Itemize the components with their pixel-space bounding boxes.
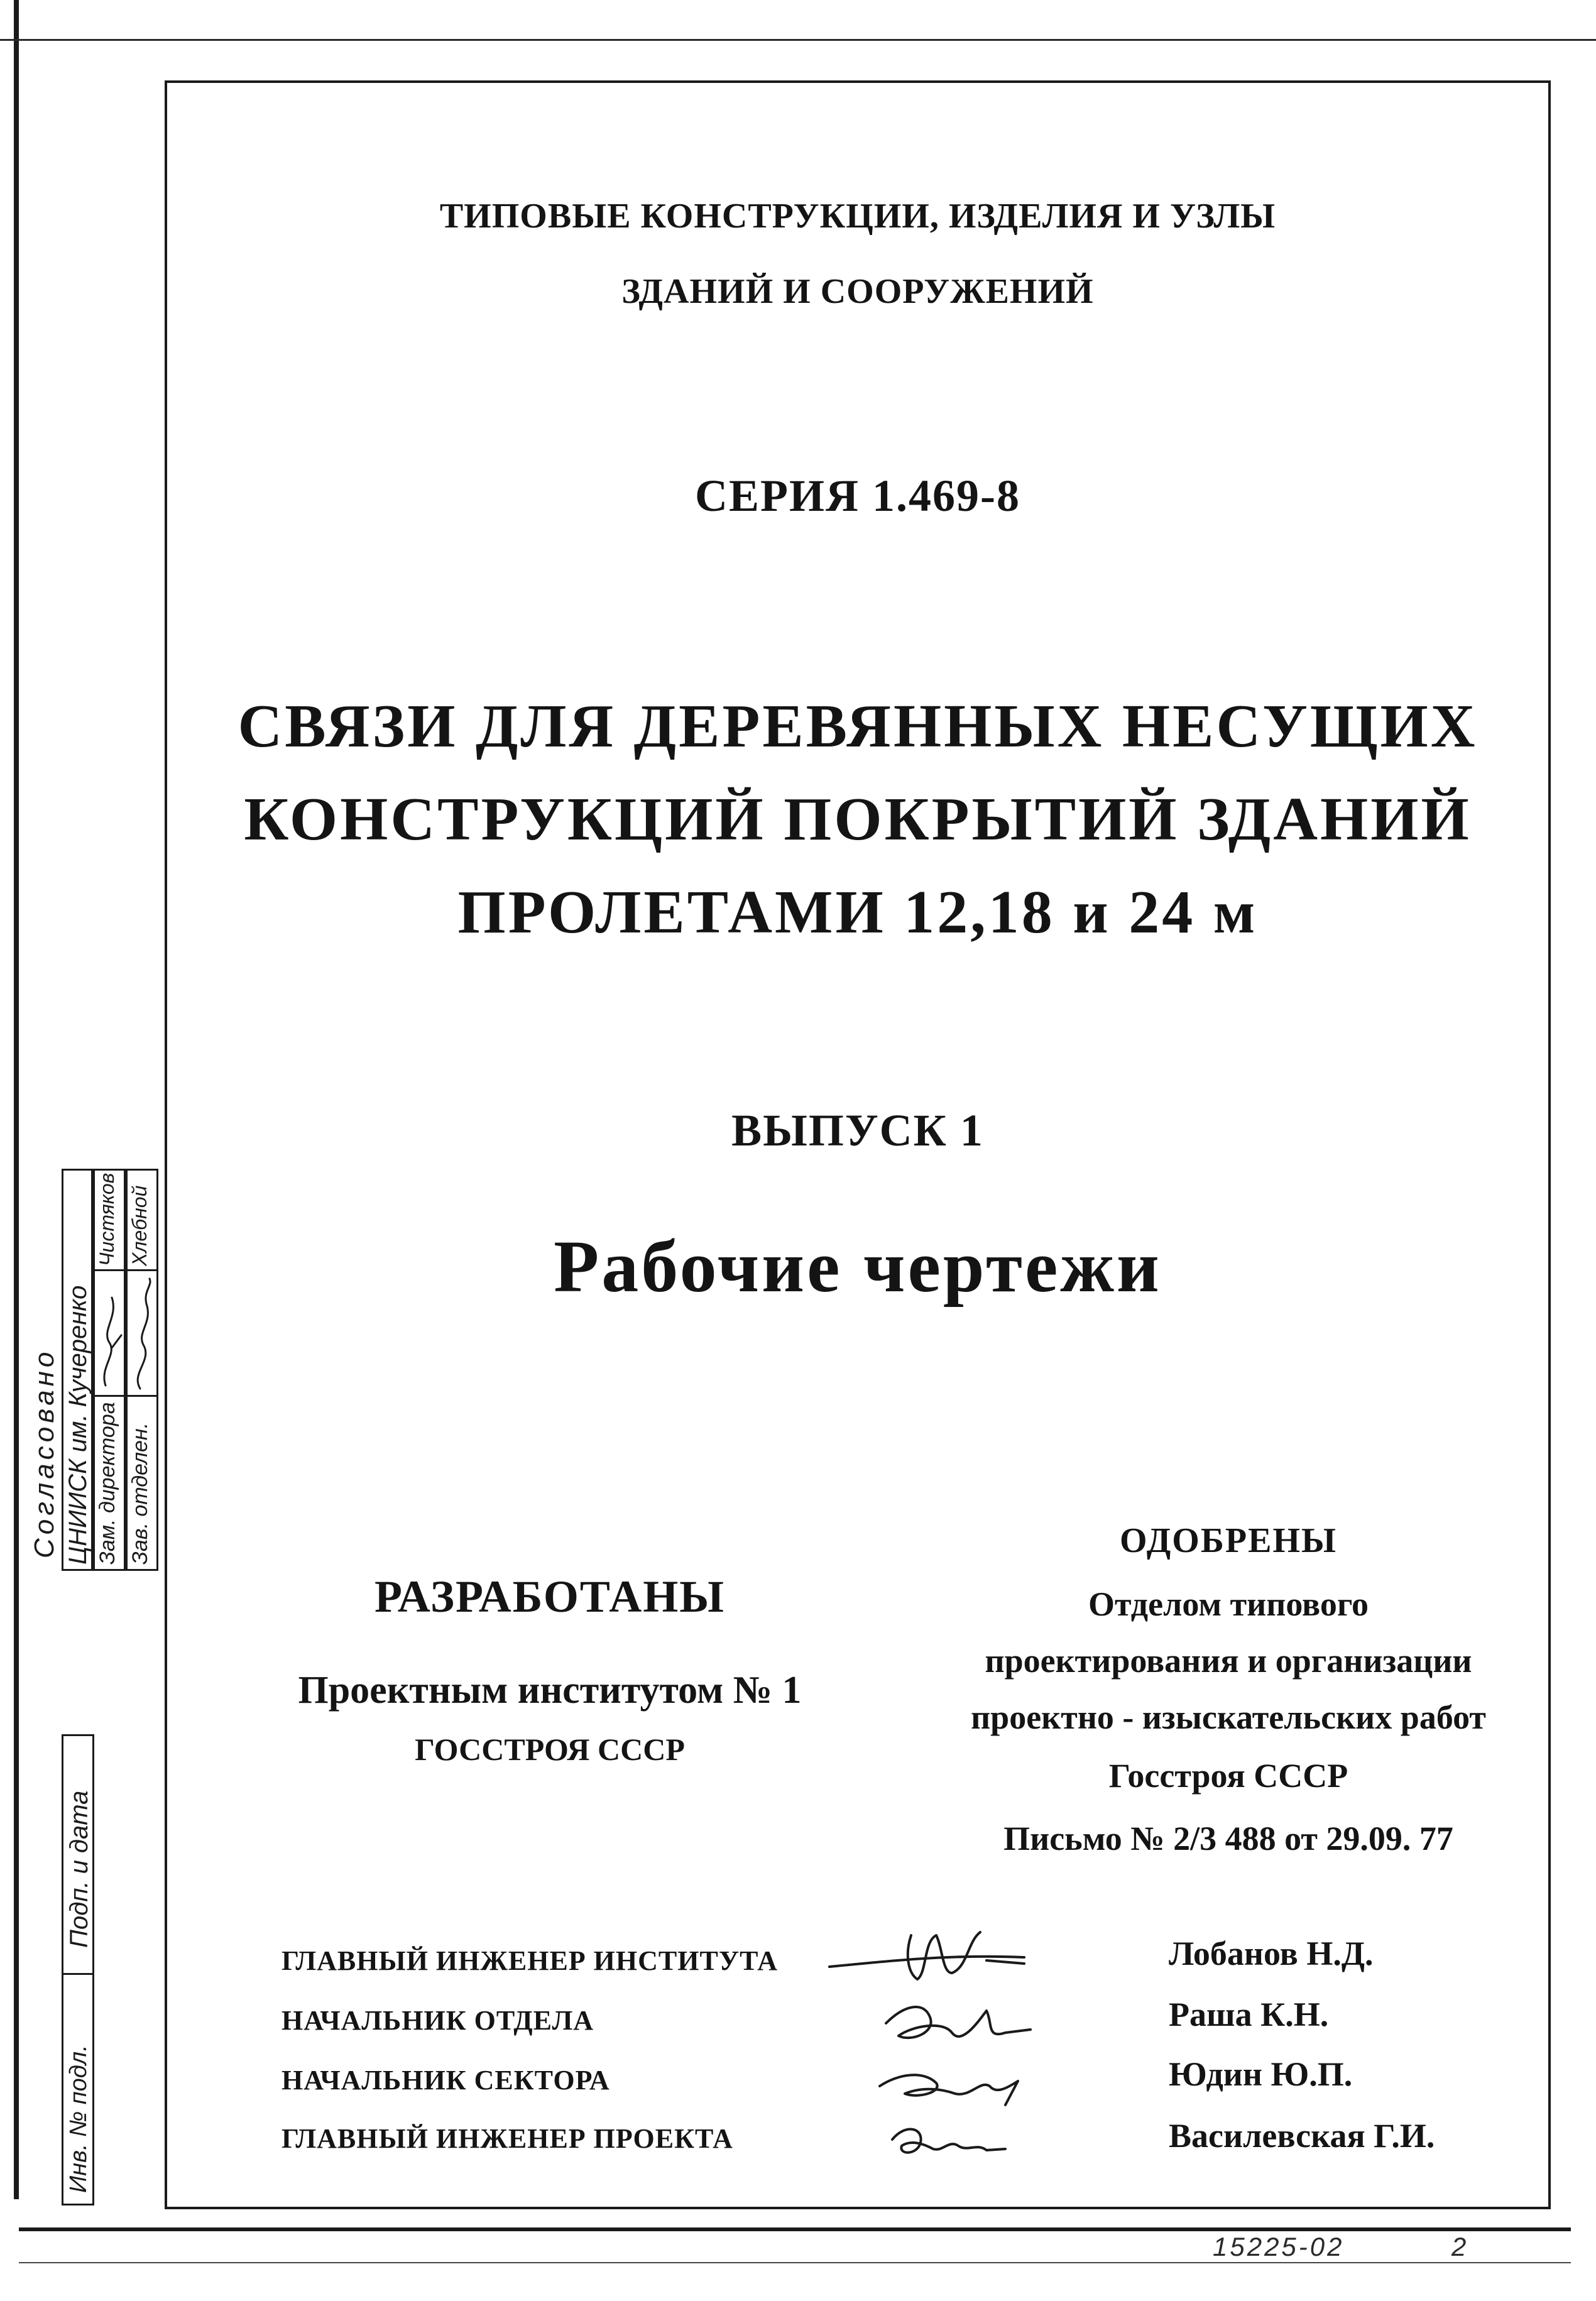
signature-name: Юдин Ю.П. bbox=[1169, 2055, 1353, 2093]
stamp-role-1: Зам. директора bbox=[96, 1402, 119, 1565]
stamp-agreed-text: Согласовано bbox=[29, 1348, 60, 1558]
title-line-3: ПРОЛЕТАМИ 12,18 и 24 м bbox=[457, 878, 1258, 946]
title-line-2: КОНСТРУКЦИЙ ПОКРЫТИЙ ЗДАНИЙ bbox=[244, 785, 1472, 853]
approved-line-1: Отделом типового bbox=[1088, 1585, 1369, 1623]
bottom-rule bbox=[19, 2227, 1571, 2231]
stamp-role-2: Зав. отделен. bbox=[128, 1422, 152, 1565]
stamp-inventory-no: Инв. № подл. bbox=[65, 2045, 92, 2193]
header-line-1: ТИПОВЫЕ КОНСТРУКЦИИ, ИЗДЕЛИЯ И УЗЛЫ bbox=[439, 197, 1276, 236]
bottom-rule-thin bbox=[19, 2262, 1571, 2263]
signature-name: Раша К.Н. bbox=[1169, 1996, 1329, 2033]
sheet-edge bbox=[14, 0, 19, 2199]
approved-heading: ОДОБРЕНЫ bbox=[1120, 1521, 1337, 1560]
approval-stamp bbox=[24, 1169, 167, 2205]
document-code: 15225-02 bbox=[1213, 2232, 1345, 2261]
stamp-org-text: ЦНИИСК им. Кучеренко bbox=[64, 1285, 92, 1565]
top-rule bbox=[0, 39, 1596, 41]
approved-line-4: Госстроя СССР bbox=[1108, 1757, 1348, 1795]
approved-line-2: проектирования и организации bbox=[985, 1642, 1472, 1680]
handwritten-signatures bbox=[817, 1898, 1118, 2174]
stamp-signatures bbox=[93, 1272, 158, 1395]
stamp-sign-date: Подп. и дата bbox=[65, 1790, 93, 1948]
signature-name: Лобанов Н.Д. bbox=[1169, 1935, 1374, 1972]
signature-name: Василевская Г.И. bbox=[1169, 2117, 1435, 2155]
title-line-1: СВЯЗИ ДЛЯ ДЕРЕВЯННЫХ НЕСУЩИХ bbox=[238, 692, 1478, 760]
series-number: СЕРИЯ 1.469-8 bbox=[695, 471, 1020, 521]
approved-line-3: проектно - изыскательских работ bbox=[971, 1698, 1486, 1736]
signature-title: НАЧАЛЬНИК ОТДЕЛА bbox=[281, 2005, 594, 2036]
developed-line-2: ГОССТРОЯ СССР bbox=[415, 1732, 685, 1767]
page-number: 2 bbox=[1451, 2232, 1467, 2261]
approval-letter: Письмо № 2/3 488 от 29.09. 77 bbox=[1003, 1820, 1453, 1857]
stamp-divider bbox=[93, 1395, 158, 1397]
stamp-name-1: Чистяков bbox=[96, 1172, 118, 1266]
header-line-2: ЗДАНИЙ И СООРУЖЕНИЙ bbox=[621, 272, 1094, 311]
signature-title: ГЛАВНЫЙ ИНЖЕНЕР ПРОЕКТА bbox=[281, 2123, 733, 2154]
stamp-divider bbox=[62, 1973, 94, 1975]
developed-line-1: Проектным институтом № 1 bbox=[298, 1669, 802, 1712]
signature-title: НАЧАЛЬНИК СЕКТОРА bbox=[281, 2065, 610, 2096]
signature-title: ГЛАВНЫЙ ИНЖЕНЕР ИНСТИТУТА bbox=[281, 1945, 779, 1976]
issue-number: ВЫПУСК 1 bbox=[731, 1105, 984, 1156]
stamp-name-2: Хлебной bbox=[128, 1185, 151, 1266]
stamp-divider bbox=[93, 1269, 158, 1271]
document-subtitle: Рабочие чертежи bbox=[554, 1225, 1162, 1308]
developed-heading: РАЗРАБОТАНЫ bbox=[374, 1571, 725, 1622]
